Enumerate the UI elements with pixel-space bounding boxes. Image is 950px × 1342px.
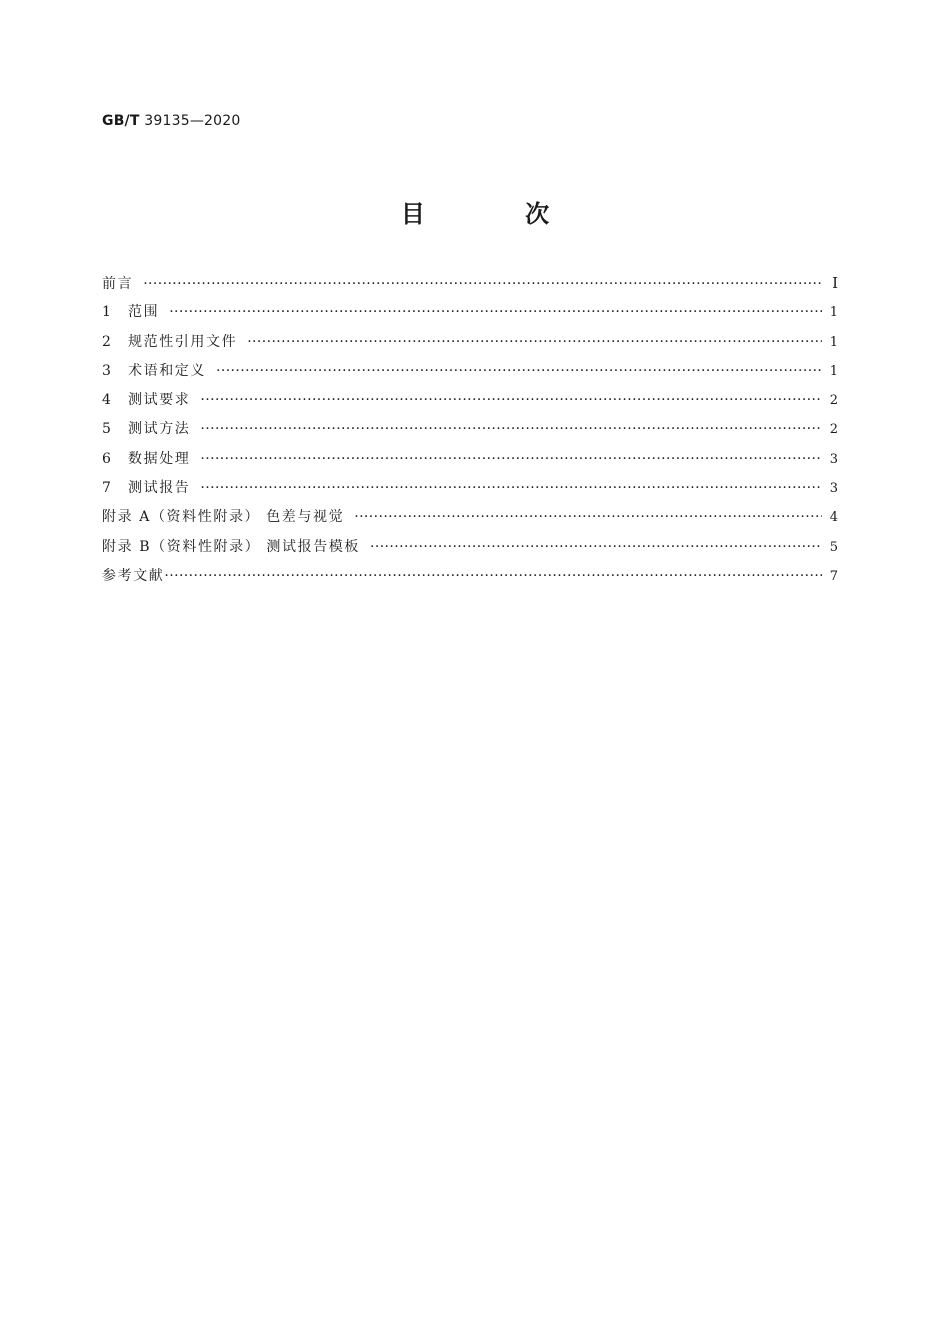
toc-entry-2[interactable] — [102, 328, 838, 357]
toc-entry-annex-a[interactable] — [102, 503, 838, 532]
toc-entry-7[interactable] — [102, 474, 838, 503]
toc-entry-label: 规范性引用文件 — [128, 333, 238, 350]
toc-entry-label: 测试要求 — [128, 392, 191, 409]
toc-entry-page: 3 — [829, 481, 838, 497]
standard-code-prefix: GB/T — [102, 113, 140, 129]
toc-entry-4[interactable] — [102, 386, 838, 415]
toc-entry-page: 1 — [829, 363, 838, 379]
toc-entry-page: 4 — [829, 510, 838, 526]
table-of-contents — [102, 269, 838, 591]
toc-entry-label: 术语和定义 — [128, 362, 206, 379]
toc-entry-page: 1 — [829, 334, 838, 350]
toc-entry-number: 2 — [102, 333, 111, 350]
toc-entry-number: 7 — [102, 480, 111, 497]
toc-entry-number: 1 — [102, 304, 111, 321]
toc-entry-number: 3 — [102, 362, 111, 379]
toc-entry-number: 5 — [102, 421, 111, 438]
toc-entry-page: 1 — [829, 305, 838, 321]
toc-dot-leader — [200, 415, 821, 444]
toc-dot-leader — [143, 270, 822, 299]
toc-entry-page: 3 — [829, 451, 838, 467]
toc-dot-leader — [164, 562, 821, 591]
standard-code — [102, 113, 240, 129]
toc-entry-1[interactable] — [102, 298, 838, 327]
toc-entry-label: 测试报告 — [128, 480, 191, 497]
toc-entry-label: 数据处理 — [128, 450, 191, 467]
toc-dot-leader — [169, 298, 822, 327]
toc-entry-label: 前言 — [102, 276, 134, 292]
toc-dot-leader — [200, 386, 821, 415]
toc-dot-leader — [200, 445, 821, 474]
toc-entry-label: 附录 B（资料性附录） 测试报告模板 — [102, 538, 360, 555]
toc-entry-3[interactable] — [102, 357, 838, 386]
toc-dot-leader — [354, 503, 822, 532]
toc-dot-leader — [247, 328, 822, 357]
toc-entry-label: 范围 — [128, 304, 160, 321]
toc-entry-page: Ⅰ — [832, 274, 838, 292]
toc-entry-page: 2 — [829, 422, 838, 438]
toc-dot-leader — [216, 357, 822, 386]
toc-entry-page: 2 — [829, 393, 838, 409]
toc-entry-number: 6 — [102, 450, 111, 467]
toc-entry-number: 4 — [102, 392, 111, 409]
toc-entry-page: 5 — [829, 539, 838, 555]
toc-entry-label: 测试方法 — [128, 421, 191, 438]
toc-entry-6[interactable] — [102, 445, 838, 474]
toc-entry-annex-b[interactable] — [102, 533, 838, 562]
standard-code-number: 39135—2020 — [144, 113, 241, 129]
toc-entry-5[interactable] — [102, 415, 838, 444]
page-title: 目 次 — [400, 200, 596, 228]
toc-entry-page: 7 — [829, 568, 838, 584]
toc-dot-leader — [370, 533, 822, 562]
toc-entry-label: 参考文献 — [102, 567, 165, 584]
toc-dot-leader — [200, 474, 821, 503]
toc-entry-foreword[interactable] — [102, 269, 838, 298]
toc-entry-label: 附录 A（资料性附录） 色差与视觉 — [102, 509, 345, 526]
toc-entry-bibliography[interactable] — [102, 562, 838, 591]
